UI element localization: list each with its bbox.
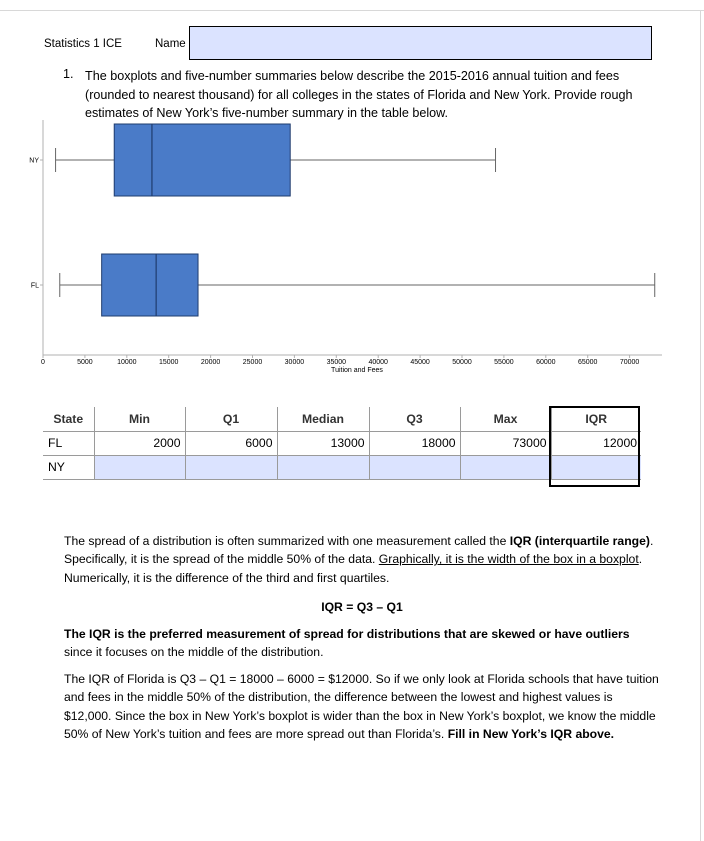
x-tick-label-70000: 70000 [619, 359, 640, 366]
x-tick-label-55000: 55000 [494, 359, 514, 366]
x-tick-label-5000: 5000 [77, 359, 93, 366]
table-row-fl [43, 431, 641, 455]
iqr-definition-paragraph [64, 532, 660, 587]
iqr-preferred-paragraph [64, 625, 660, 662]
ny-q3-input[interactable] [369, 455, 460, 479]
ny-iqr-input[interactable] [551, 455, 641, 479]
header-iqr: IQR [551, 407, 641, 431]
p1-bold-term: IQR (interquartile range) [509, 534, 650, 548]
x-tick-label-25000: 25000 [242, 359, 263, 366]
name-field[interactable] [189, 26, 652, 60]
header-q1: Q1 [185, 407, 277, 431]
x-tick-label-10000: 10000 [117, 359, 137, 366]
p3-text: The IQR of Florida is Q3 – Q1 = 18000 – 6000 = $12000. So if we only look at Florida schools that have tuition and fees in the middle 50% of the distribution, the difference between the lowest and highest values is $12,000. Since the box in New York’s boxplot is wider than the box in New York’s boxplot, we know the middle 50% of New York’s tuition and fees are more spread out than Florida’s. [64, 672, 659, 741]
ny-min-input[interactable] [94, 455, 185, 479]
table-header-row [43, 407, 641, 431]
name-label: Name [155, 38, 186, 50]
ny-q1-input[interactable] [185, 455, 277, 479]
ny-box [114, 124, 290, 196]
fl-q1: 6000 [185, 431, 277, 455]
question-number: 1. [63, 67, 74, 81]
ny-max-input[interactable] [460, 455, 551, 479]
question-text: The boxplots and five-number summaries below describe the 2015-2016 annual tuition and fees (rounded to nearest thousand) for all colleges in the states of Florida and New York. Provide rough estimates of New York’s five-number summary in the table below. [85, 69, 633, 120]
five-number-summary-table [43, 407, 641, 480]
x-tick-label-40000: 40000 [368, 359, 388, 366]
y-label-ny: NY [29, 157, 39, 165]
p1-underlined-text: Graphically, it is the width of the box in a boxplot [378, 552, 639, 567]
x-tick-label-50000: 50000 [452, 359, 472, 366]
x-tick-label-15000: 15000 [158, 359, 179, 366]
iqr-formula: IQR = Q3 – Q1 [321, 600, 403, 614]
x-tick-label-0: 0 [41, 359, 45, 366]
ny-median-input[interactable] [277, 455, 369, 479]
header-median: Median [277, 407, 369, 431]
p1-text-c: . Numerically, it is the difference of the third and first quartiles. [64, 552, 643, 585]
fl-median: 13000 [277, 431, 369, 455]
x-axis-ticks [41, 355, 639, 366]
florida-iqr-paragraph [64, 670, 660, 743]
fl-box [102, 254, 198, 316]
header-q3: Q3 [369, 407, 460, 431]
fl-min: 2000 [94, 431, 185, 455]
header-max: Max [460, 407, 551, 431]
x-tick-label-45000: 45000 [410, 359, 430, 366]
y-label-fl: FL [30, 282, 39, 290]
table-row-ny [43, 455, 641, 479]
p1-text-a: The spread of a distribution is often summarized with one measurement called the [64, 534, 510, 548]
x-tick-label-35000: 35000 [326, 359, 347, 366]
state-ny: NY [43, 455, 94, 479]
p1-text-b: . Specifically, it is the spread of the middle 50% of the data. [64, 534, 654, 567]
tuition-boxplot-chart [0, 118, 704, 380]
x-axis-label: Tuition and Fees [331, 367, 383, 374]
x-tick-label-65000: 65000 [577, 359, 598, 366]
x-tick-label-60000: 60000 [536, 359, 556, 366]
p2-bold-text: The IQR is the preferred measurement of spread for distributions that are skewed or have outliers [64, 627, 630, 641]
x-tick-label-20000: 20000 [200, 359, 221, 366]
state-fl: FL [43, 431, 94, 455]
header-min: Min [94, 407, 185, 431]
fl-max: 73000 [460, 431, 551, 455]
header-state: State [43, 407, 94, 431]
course-title: Statistics 1 ICE [44, 38, 122, 50]
x-tick-label-30000: 30000 [284, 359, 305, 366]
boxplots [29, 124, 654, 316]
p3-bold-instruction: Fill in New York’s IQR above. [447, 726, 615, 741]
p2-text: since it focuses on the middle of the distribution. [64, 645, 324, 660]
fl-q3: 18000 [369, 431, 460, 455]
page-top-edge [0, 0, 704, 11]
fl-iqr: 12000 [551, 431, 641, 455]
